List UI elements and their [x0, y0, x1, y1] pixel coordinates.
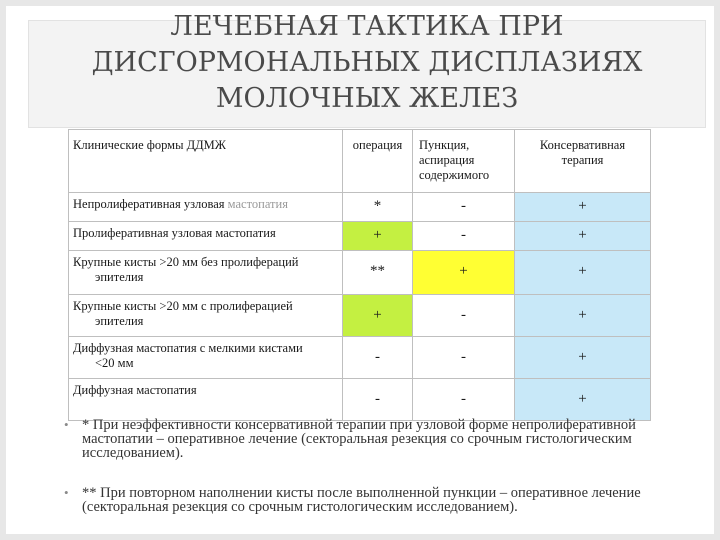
table-row — [69, 193, 651, 222]
title-box — [28, 11, 706, 128]
row-label-line-1: Крупные кисты >20 мм без пролифераций — [73, 255, 299, 269]
footnote-text: * При неэффективности консервативной терапии при узловой форме непролиферативной мастопатии – оперативное лечение (секторальная резекция со срочным гистологическим исследованием). — [82, 417, 636, 461]
operation-value: - — [375, 349, 380, 365]
header-forms: Клинические формы ДДМЖ — [73, 138, 226, 152]
conservative-value: + — [578, 391, 587, 407]
footnote-text: ** При повторном наполнении кисты после выполненной пункции – оперативное лечение (секторальная резекция со срочным гистологическим исследованием). — [82, 485, 641, 515]
operation-cell — [343, 222, 413, 251]
row-label-line-1: Диффузная мастопатия с мелкими кистами — [73, 341, 303, 355]
conservative-value: + — [578, 263, 587, 279]
puncture-value: - — [461, 349, 466, 365]
row-label — [69, 337, 342, 371]
row-label-line-2: <20 мм — [95, 356, 134, 370]
puncture-value: - — [461, 198, 466, 214]
header-cell-operation — [343, 130, 413, 193]
conservative-value: + — [578, 198, 587, 214]
slide — [6, 6, 714, 534]
row-label-cell — [69, 193, 343, 222]
puncture-cell — [413, 251, 515, 295]
header-cell-puncture — [413, 130, 515, 193]
table-row — [69, 222, 651, 251]
header-conservative — [515, 130, 650, 168]
operation-value: + — [373, 307, 382, 323]
row-label-cell — [69, 222, 343, 251]
conservative-cell — [515, 379, 651, 421]
row-label — [69, 251, 342, 285]
header-puncture-line-1: Пункция, — [419, 138, 470, 152]
footnote-2 — [64, 486, 704, 514]
header-puncture-line-2: аспирация — [419, 153, 475, 167]
operation-cell — [343, 193, 413, 222]
puncture-value: - — [461, 307, 466, 323]
operation-value: - — [375, 391, 380, 407]
puncture-value: - — [461, 391, 466, 407]
row-label-line-2: эпителия — [95, 314, 144, 328]
conservative-value: + — [578, 307, 587, 323]
header-cell-conservative — [515, 130, 651, 193]
title-line-2: ДИСГОРМОНАЛЬНЫХ ДИСПЛАЗИЯХ — [91, 47, 643, 78]
operation-cell — [343, 379, 413, 421]
table-row — [69, 337, 651, 379]
row-label — [69, 295, 342, 329]
header-cell-forms — [69, 130, 343, 193]
footnote-1 — [64, 418, 704, 460]
row-label-line-2: эпителия — [95, 270, 144, 284]
conservative-cell — [515, 337, 651, 379]
puncture-cell — [413, 379, 515, 421]
header-conservative-line-2: терапия — [561, 153, 604, 167]
conservative-value: + — [578, 227, 587, 243]
conservative-cell — [515, 193, 651, 222]
conservative-cell — [515, 222, 651, 251]
slide-title — [29, 9, 705, 117]
bullet-icon: • — [64, 417, 69, 432]
footnotes — [64, 418, 704, 540]
row-label-cell — [69, 295, 343, 337]
puncture-value: + — [459, 263, 468, 279]
puncture-value: - — [461, 227, 466, 243]
operation-value: * — [373, 198, 382, 214]
row-label — [69, 193, 342, 212]
conservative-cell — [515, 251, 651, 295]
operation-cell — [343, 295, 413, 337]
header-puncture — [413, 130, 514, 183]
title-line-1: ЛЕЧЕБНАЯ ТАКТИКА ПРИ — [170, 11, 564, 42]
operation-cell — [343, 251, 413, 295]
row-label-cell — [69, 379, 343, 421]
table-row — [69, 379, 651, 421]
row-label: Пролиферативная узловая мастопатия — [73, 226, 276, 240]
puncture-cell — [413, 193, 515, 222]
puncture-cell — [413, 222, 515, 251]
puncture-cell — [413, 337, 515, 379]
bullet-icon: • — [64, 485, 69, 500]
row-label-cell — [69, 337, 343, 379]
table-row — [69, 295, 651, 337]
row-label: Диффузная мастопатия — [73, 383, 197, 397]
row-label-text: Непролиферативная узловая — [73, 197, 228, 211]
header-conservative-line-1: Консервативная — [539, 138, 626, 152]
row-label-cell — [69, 251, 343, 295]
table-row — [69, 251, 651, 295]
puncture-cell — [413, 295, 515, 337]
operation-cell — [343, 337, 413, 379]
table-header-row — [69, 130, 651, 193]
operation-value: + — [373, 227, 382, 243]
title-line-3: МОЛОЧНЫХ ЖЕЛЕЗ — [215, 83, 519, 114]
conservative-cell — [515, 295, 651, 337]
row-label-line-1: Крупные кисты >20 мм с пролиферацией — [73, 299, 293, 313]
conservative-value: + — [578, 349, 587, 365]
header-operation: операция — [352, 138, 403, 152]
operation-value: ** — [370, 263, 385, 279]
tactics-table — [68, 129, 651, 421]
row-label-faded-text: мастопатия — [227, 197, 288, 211]
header-puncture-line-3: содержимого — [419, 168, 490, 182]
